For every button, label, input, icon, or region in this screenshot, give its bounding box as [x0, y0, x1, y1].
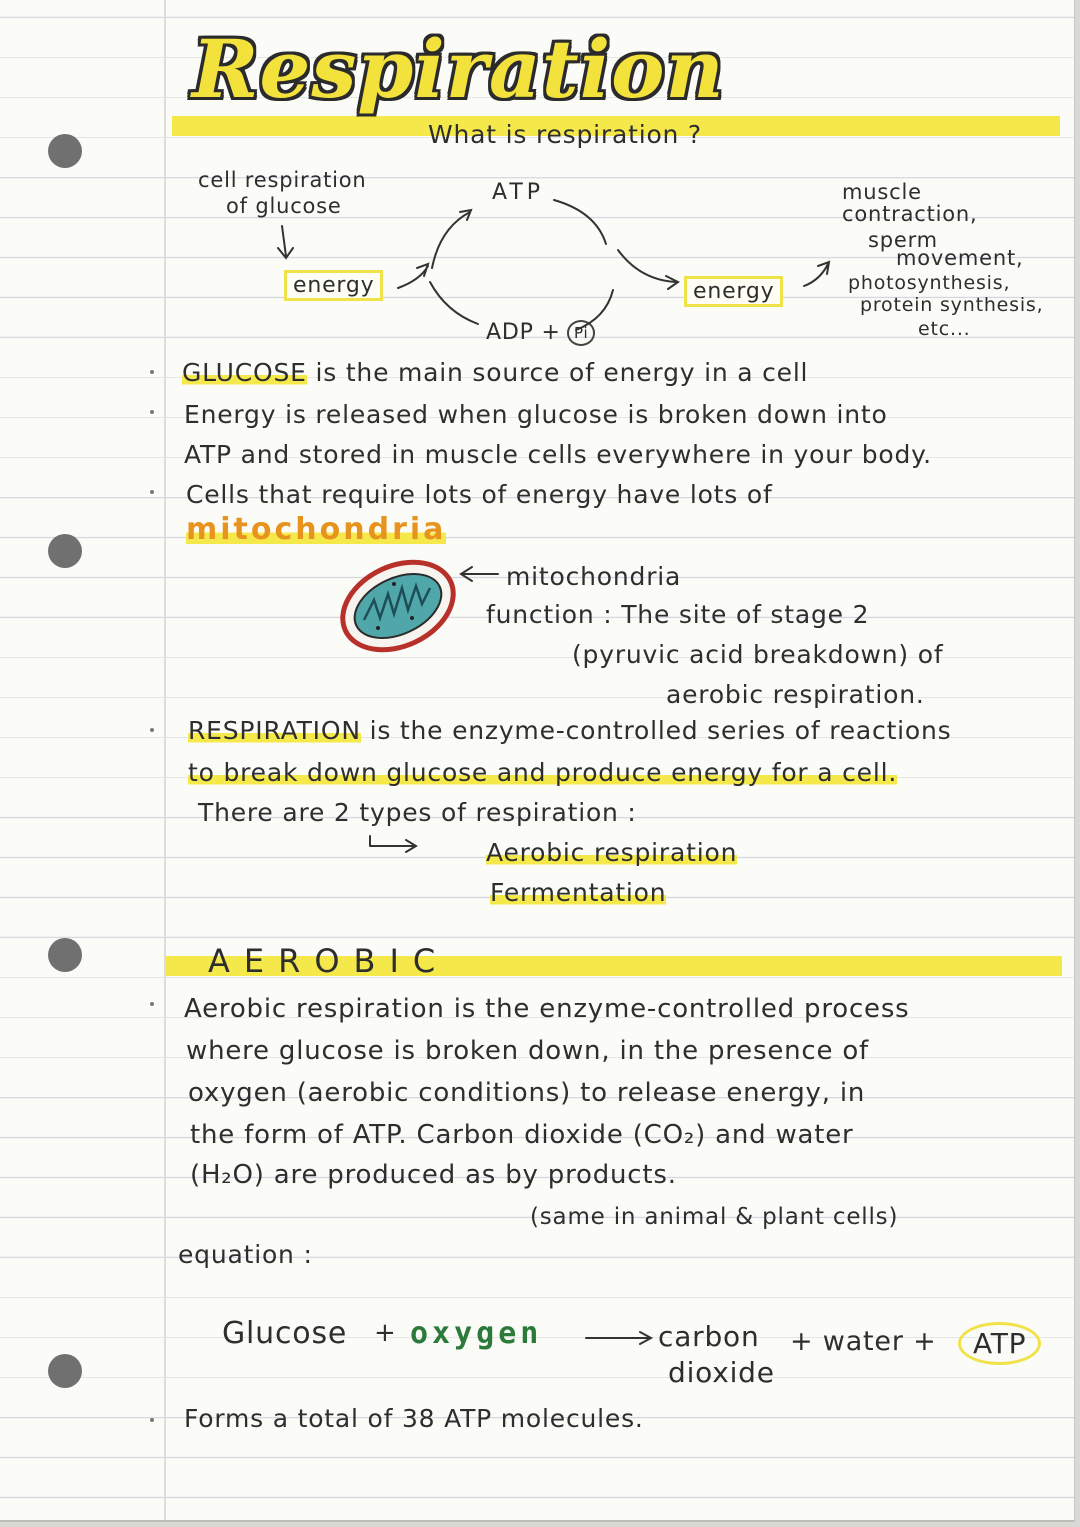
page-title: Respiration	[192, 22, 725, 116]
eq-oxygen: oxygen	[410, 1316, 543, 1351]
aerobic-heading: AEROBIC	[208, 942, 450, 980]
mito-function-1: function : The site of stage 2	[486, 600, 870, 629]
respiration-keyword: RESPIRATION	[188, 716, 361, 745]
use-item: protein synthesis,	[860, 294, 1044, 316]
mitochondria-keyword: mitochondria	[186, 512, 447, 547]
type-fermentation: Fermentation	[490, 878, 667, 907]
aerobic-note: (same in animal & plant cells)	[530, 1204, 899, 1230]
use-item: photosynthesis,	[848, 272, 1011, 294]
use-item: sperm	[868, 228, 938, 252]
aerobic-line-3: oxygen (aerobic conditions) to release energy, in	[188, 1078, 866, 1108]
mito-function-3: aerobic respiration.	[666, 680, 925, 709]
mito-label: mitochondria	[506, 562, 682, 591]
respiration-def-line2: to break down glucose and produce energy for a cell.	[188, 758, 898, 787]
glucose-sentence-rest: is the main source of energy in a cell	[315, 358, 809, 387]
total-atp-line: Forms a total of 38 ATP molecules.	[184, 1404, 644, 1433]
glucose-sentence	[182, 358, 808, 387]
use-item: contraction,	[842, 202, 978, 226]
eq-plus: +	[374, 1318, 397, 1348]
atp-label: ATP	[492, 180, 545, 205]
aerobic-line-2: where glucose is broken down, in the presence of	[186, 1036, 870, 1066]
cycle-source-line1: cell respiration	[198, 168, 367, 192]
cycle-source-line2: of glucose	[226, 194, 342, 218]
energy-in-box: energy	[284, 270, 383, 301]
type-aerobic: Aerobic respiration	[486, 838, 738, 867]
eq-atp: ATP	[958, 1322, 1041, 1365]
cells-line: Cells that require lots of energy have lots of	[186, 480, 773, 509]
aerobic-line-1: Aerobic respiration is the enzyme-controlled process	[184, 994, 910, 1024]
respiration-def-line1	[188, 716, 951, 745]
eq-glucose: Glucose	[222, 1316, 348, 1351]
pi-circle: Pi	[567, 320, 595, 346]
energy-line-1: Energy is released when glucose is broken down into	[184, 400, 888, 429]
energy-line-2: ATP and stored in muscle cells everywhere in your body.	[184, 440, 932, 469]
respiration-def-rest: is the enzyme-controlled series of reactions	[369, 716, 952, 745]
eq-dioxide: dioxide	[668, 1356, 775, 1389]
eq-carbon: carbon	[658, 1320, 760, 1353]
use-item: etc...	[918, 318, 971, 340]
question-text: What is respiration ?	[428, 120, 703, 149]
mito-function-2: (pyruvic acid breakdown) of	[572, 640, 944, 669]
use-item: movement,	[896, 246, 1024, 270]
mitochondrion-illustration	[334, 558, 464, 658]
eq-plus-water: + water +	[790, 1326, 937, 1357]
equation-label: equation :	[178, 1240, 313, 1269]
adp-label: ADP +	[486, 320, 561, 345]
energy-out-box: energy	[684, 276, 783, 307]
mitochondria-word-wrap	[186, 512, 446, 547]
glucose-keyword: GLUCOSE	[182, 358, 307, 387]
types-intro: There are 2 types of respiration :	[198, 798, 637, 827]
use-item: muscle	[842, 180, 922, 204]
aerobic-line-5: (H₂O) are produced as by products.	[190, 1160, 677, 1190]
aerobic-line-4: the form of ATP. Carbon dioxide (CO₂) and water	[190, 1120, 854, 1150]
